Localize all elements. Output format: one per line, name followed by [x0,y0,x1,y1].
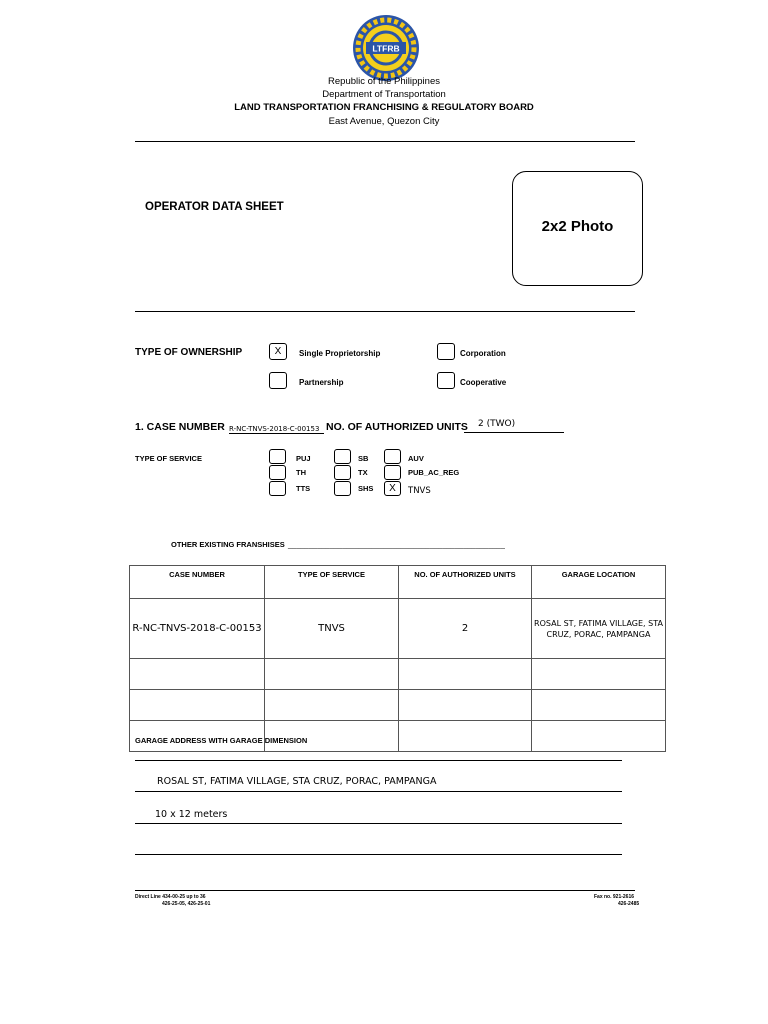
photo-label: 2x2 Photo [541,218,614,235]
table-header-row [130,566,666,599]
option-cooperative: Cooperative [460,378,507,387]
authorized-units-label: NO. OF AUTHORIZED UNITS [326,421,468,433]
case-number-value[interactable]: R-NC-TNVS-2018-C-00153 [229,425,324,434]
checkbox-puj[interactable] [269,449,286,464]
title-divider [135,311,635,312]
option-auv: AUV [408,454,424,463]
option-tnvs: TNVS [408,486,431,496]
checkbox-tts[interactable] [269,481,286,496]
option-single-proprietorship: Single Proprietorship [299,349,381,358]
cell-case-number[interactable] [130,659,265,690]
checkbox-tnvs[interactable]: X [384,481,401,496]
checkbox-auv[interactable] [384,449,401,464]
checkbox-tx[interactable] [334,465,351,480]
cell-case-number[interactable] [130,690,265,721]
cell-service-type[interactable] [265,659,399,690]
checkbox-th[interactable] [269,465,286,480]
option-shs: SHS [358,484,374,493]
svg-text:LTFRB: LTFRB [372,43,400,54]
table-row [130,659,666,690]
option-tx: TX [358,468,368,477]
garage-line-4 [135,854,622,855]
checkbox-cooperative[interactable] [437,372,455,389]
case-number-label: 1. CASE NUMBER [135,421,225,433]
option-puj: PUJ [296,454,311,463]
authorized-units-line [464,432,564,433]
header-republic: Republic of the Philippines [328,76,440,87]
cell-authorized-units[interactable] [399,690,532,721]
option-sb: SB [358,454,369,463]
cell-authorized-units[interactable] [399,721,532,752]
option-corporation: Corporation [460,349,506,358]
col-header-authorized-units: NO. OF AUTHORIZED UNITS [399,566,532,599]
header-address: East Avenue, Quezon City [328,116,440,127]
garage-line-3 [135,823,622,824]
table-row [130,599,666,659]
other-franchises-label: OTHER EXISTING FRANSHISES [171,540,285,549]
ltfrb-logo [352,14,420,82]
footer-fax-2: 426-2485 [618,901,640,907]
col-header-case-number: CASE NUMBER [130,566,265,599]
header-divider [135,141,635,142]
option-th: TH [296,468,306,477]
table-row [130,690,666,721]
checkbox-single-proprietorship[interactable]: X [269,343,287,360]
garage-line-1 [135,760,622,761]
footer-direct-line-2: 426-25-05, 426-25-01 [162,901,211,907]
authorized-units-value[interactable]: 2 (TWO) [478,419,516,429]
cell-service-type[interactable]: TNVS [265,599,399,659]
garage-dimension-value[interactable]: 10 x 12 meters [155,809,228,820]
ownership-label: TYPE OF OWNERSHIP [135,347,243,358]
cell-authorized-units[interactable] [399,659,532,690]
option-pub-ac-reg: PUB_AC_REG [408,468,460,477]
checkbox-pub-ac-reg[interactable] [384,465,401,480]
garage-address-value[interactable]: ROSAL ST, FATIMA VILLAGE, STA CRUZ, PORAC, PAMPANGA [157,776,437,787]
ltfrb-seal-icon [352,14,420,82]
checkbox-corporation[interactable] [437,343,455,360]
cell-garage-location[interactable] [532,690,666,721]
cell-case-number[interactable]: R-NC-TNVS-2018-C-00153 [130,599,265,659]
cell-garage-location[interactable] [532,659,666,690]
footer-fax: Fax no. 921-2616 [594,894,635,900]
garage-line-2 [135,791,622,792]
cell-garage-location[interactable] [532,721,666,752]
header-agency: LAND TRANSPORTATION FRANCHISING & REGULATORY BOARD [234,102,534,113]
col-header-garage-location: GARAGE LOCATION [532,566,666,599]
cell-service-type[interactable] [265,690,399,721]
service-type-label: TYPE OF SERVICE [135,454,202,463]
footer-divider [135,890,635,891]
cell-authorized-units[interactable]: 2 [399,599,532,659]
footer-direct-line: Direct Line 434-00-25 up to 36 [135,894,206,900]
option-tts: TTS [296,484,311,493]
option-partnership: Partnership [299,378,344,387]
garage-address-label: GARAGE ADDRESS WITH GARAGE DIMENSION [135,736,308,745]
checkbox-shs[interactable] [334,481,351,496]
col-header-service-type: TYPE OF SERVICE [265,566,399,599]
form-title: OPERATOR DATA SHEET [145,201,284,213]
checkbox-partnership[interactable] [269,372,287,389]
cell-garage-location[interactable]: ROSAL ST, FATIMA VILLAGE, STA CRUZ, PORAC, PAMPANGA [532,599,666,659]
franchise-table [129,565,666,752]
checkbox-sb[interactable] [334,449,351,464]
other-franchises-blank[interactable]: ____________________________________________________ [288,540,505,549]
header-department: Department of Transportation [322,89,446,100]
